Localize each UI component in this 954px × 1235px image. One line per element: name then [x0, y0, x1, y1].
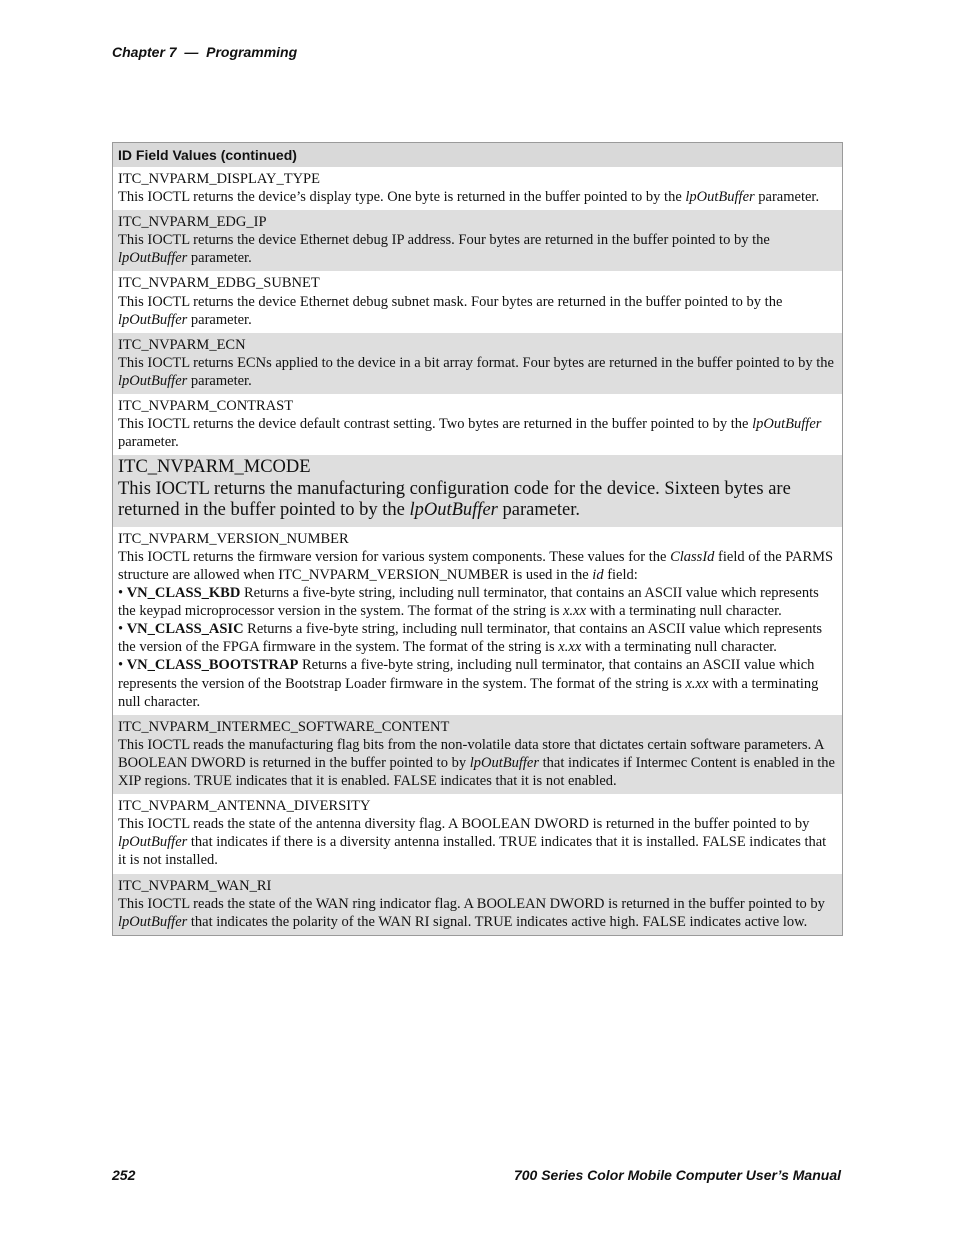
bullet-item: • VN_CLASS_KBD Returns a five-byte string, including null terminator, that contains an ASCII value which represents the keypad microprocessor version in the system. The format of the string is x.xx with a terminating null character.	[118, 585, 819, 620]
ioctl-description: This IOCTL returns the device’s display type. One byte is returned in the buffer pointed to by the lpOutBuffer parameter.	[118, 189, 820, 206]
ioctl-description: This IOCTL reads the manufacturing flag bits from the non-volatile data store that dictates certain software parameters. A BOOLEAN DWORD is returned in the buffer pointed to by lpOutBuffer that indicates if Intermec Content is enabled in the XIP regions. TRUE indicates that it is enabled. FALSE indicates that it is not enabled.	[118, 736, 835, 790]
ioctl-name: ITC_NVPARM_CONTRAST	[118, 398, 294, 415]
ioctl-name: ITC_NVPARM_MCODE	[118, 457, 311, 478]
ioctl-description: This IOCTL returns the firmware version for various system components. These values for the ClassId field of the PARMS structure are allowed when ITC_NVPARM_VERSION_NUMBER is used in the id field:	[118, 548, 834, 583]
ioctl-name: ITC_NVPARM_INTERMEC_SOFTWARE_CONTENT	[118, 718, 450, 735]
table-row	[113, 333, 842, 394]
page-number: 252	[112, 1167, 136, 1183]
manual-title: 700 Series Color Mobile Computer User’s Manual	[513, 1167, 841, 1183]
table-row	[113, 271, 842, 332]
bullet-item: • VN_CLASS_BOOTSTRAP Returns a five-byte string, including null terminator, that contains an ASCII value which represents the version of the Bootstrap Loader firmware in the system. The format of the string is x.xx with a terminating null character.	[118, 657, 819, 710]
id-field-values-table	[112, 142, 843, 936]
ioctl-description: This IOCTL reads the state of the antenna diversity flag. A BOOLEAN DWORD is returned in the buffer pointed to by lpOutBuffer that indicates if there is a diversity antenna installed. TRUE indicates that it is installed. FALSE indicates that it is not installed.	[118, 816, 827, 869]
ioctl-description: This IOCTL returns ECNs applied to the device in a bit array format. Four bytes are returned in the buffer pointed to by the lpOutBuffer parameter.	[118, 354, 834, 389]
ioctl-name: ITC_NVPARM_VERSION_NUMBER	[118, 530, 349, 547]
class-name: VN_CLASS_ASIC	[126, 621, 244, 638]
ioctl-name: ITC_NVPARM_ANTENNA_DIVERSITY	[118, 798, 371, 815]
table-title: ID Field Values (continued)	[113, 143, 842, 167]
ioctl-name: ITC_NVPARM_WAN_RI	[118, 877, 272, 894]
table-row	[113, 527, 842, 715]
class-name: VN_CLASS_KBD	[126, 585, 241, 602]
ioctl-description: This IOCTL returns the device Ethernet debug subnet mask. Four bytes are returned in the buffer pointed to by the lpOutBuffer parameter.	[118, 293, 783, 328]
table-row	[113, 167, 842, 210]
class-name: VN_CLASS_BOOTSTRAP	[126, 657, 299, 674]
ioctl-description: This IOCTL reads the state of the WAN ring indicator flag. A BOOLEAN DWORD is returned in the buffer pointed to by lpOutBuffer that indicates the polarity of the WAN RI signal. TRUE indicates active high. FALSE indicates active low.	[118, 895, 825, 930]
ioctl-description: This IOCTL returns the device Ethernet debug IP address. Four bytes are returned in the buffer pointed to by the lpOutBuffer parameter.	[118, 232, 770, 267]
table-row	[113, 794, 842, 873]
ioctl-description: This IOCTL returns the device default contrast setting. Two bytes are returned in the buffer pointed to by the lpOutBuffer parameter.	[118, 416, 822, 451]
ioctl-description: This IOCTL returns the manufacturing configuration code for the device. Sixteen bytes are returned in the buffer pointed to by the lpOutBuffer parameter.	[118, 478, 791, 521]
table-row	[113, 455, 842, 527]
table-row	[113, 874, 842, 935]
table-row	[113, 210, 842, 271]
ioctl-name: ITC_NVPARM_ECN	[118, 336, 246, 353]
table-row	[113, 394, 842, 455]
ioctl-name: ITC_NVPARM_DISPLAY_TYPE	[118, 171, 320, 187]
ioctl-name: ITC_NVPARM_EDG_IP	[118, 214, 267, 231]
bullet-item: • VN_CLASS_ASIC Returns a five-byte string, including null terminator, that contains an ASCII value which represents the version of the FPGA firmware in the system. The format of the string is x.xx with a terminating null character.	[118, 621, 823, 656]
ioctl-name: ITC_NVPARM_EDBG_SUBNET	[118, 275, 320, 292]
running-head: Chapter 7 — Programming	[112, 44, 298, 60]
table-row	[113, 715, 842, 794]
